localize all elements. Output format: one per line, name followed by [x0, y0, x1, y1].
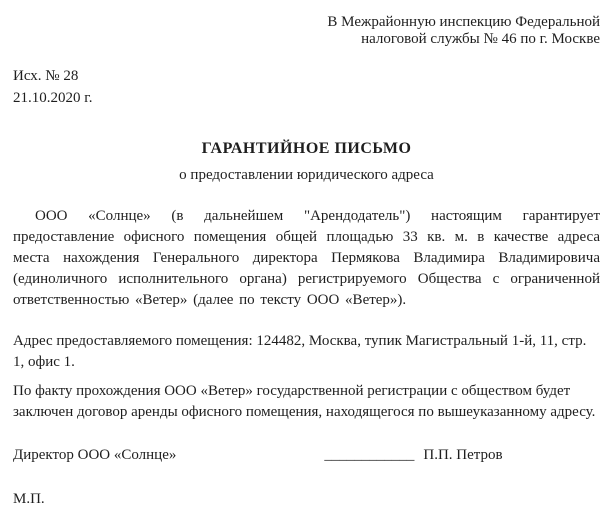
signature-name: П.П. Петров [423, 447, 503, 463]
letter-title: ГАРАНТИЙНОЕ ПИСЬМО [201, 140, 412, 157]
recipient-line-2: налоговой службы № 46 по г. Москве [361, 31, 600, 47]
paragraph-guarantee: ООО «Солнце» (в дальнейшем "Арендодатель") настоящим гарантирует предоставление офисного помещения общей площадью 33 кв. м. в качестве адреса места нахождения Генерального директора Пермякова Владимира Владимировича (единоличного исполнительного органа) регистрируемого Общества с ограниченной ответственностью «Ветер» (далее по тексту ООО «Ветер»). [13, 208, 600, 308]
recipient-line-1: В Межрайонную инспекцию Федеральной [327, 14, 600, 30]
signature-position: Директор ООО «Солнце» [13, 447, 177, 463]
paragraph-contract: По факту прохождения ООО «Ветер» государственной регистрации с обществом будет заключен договор аренды офисного помещения, находящегося по вышеуказанному адресу. [13, 383, 596, 420]
outgoing-number: Исх. № 28 [13, 68, 79, 84]
recipient-block [13, 14, 600, 48]
paragraph-address: Адрес предоставляемого помещения: 124482, Москва, тупик Магистральный 1-й, 11, стр. 1, офис 1. [13, 333, 587, 370]
outgoing-date: 21.10.2020 г. [13, 90, 93, 106]
stamp-place: М.П. [13, 491, 45, 507]
signature-line: ____________ [324, 447, 415, 463]
signature-row [13, 445, 600, 466]
letter-subtitle: о предоставлении юридического адреса [179, 167, 434, 183]
reference-block [13, 65, 600, 109]
